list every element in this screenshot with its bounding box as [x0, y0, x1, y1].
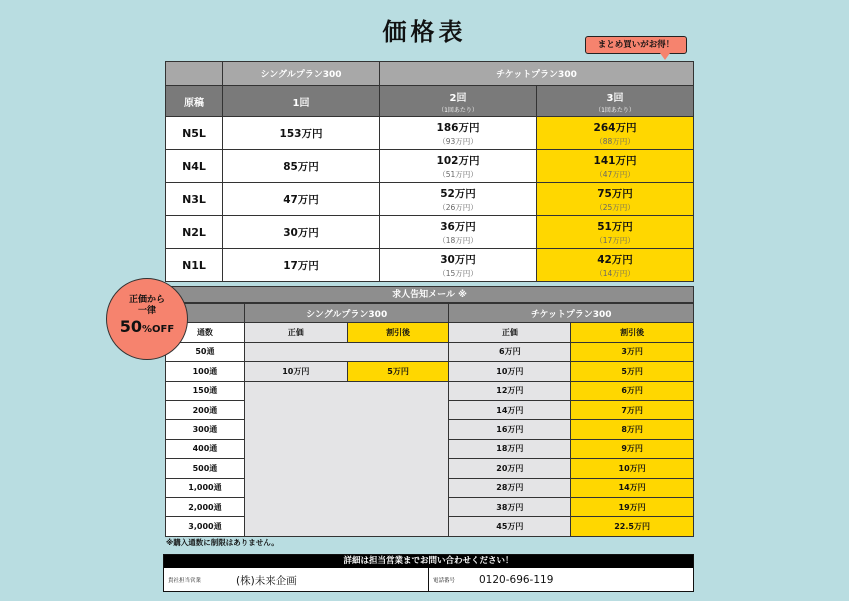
- count-cell: 500通: [166, 459, 245, 478]
- count-cell: 200通: [166, 400, 245, 419]
- ticket3-cell: 51万円 （17万円）: [537, 216, 694, 249]
- model-cell: N5L: [166, 117, 223, 150]
- col-count: 通数: [166, 323, 245, 342]
- table-row: [166, 216, 694, 249]
- ticket-regular-cell: 6万円: [449, 342, 571, 361]
- header-3-times: 3回 （1回あたり）: [537, 86, 694, 117]
- ticket-regular-cell: 16万円: [449, 420, 571, 439]
- single-regular-cell: 10万円: [244, 362, 347, 381]
- ticket-regular-cell: 20万円: [449, 459, 571, 478]
- single-price-cell: 30万円: [223, 216, 380, 249]
- header-manuscript: 原稿: [166, 86, 223, 117]
- page-title: 価格表: [382, 18, 467, 46]
- badge-line1: 正価から: [128, 295, 165, 305]
- col-single-regular: 正価: [244, 323, 347, 342]
- price-table-sub-header: [166, 86, 694, 117]
- price-table-group-header: [166, 62, 694, 86]
- model-cell: N4L: [166, 150, 223, 183]
- table-row: [166, 183, 694, 216]
- col-single-discount: 割引後: [347, 323, 449, 342]
- ticket2-cell: 36万円 （18万円）: [380, 216, 537, 249]
- count-cell: 3,000通: [166, 517, 245, 536]
- single-empty-block: [244, 381, 449, 536]
- agent-label: 貴社担当営業: [168, 578, 202, 584]
- ticket2-cell: 52万円 （26万円）: [380, 183, 537, 216]
- table-row: [166, 249, 694, 282]
- col-ticket-regular: 正価: [449, 323, 571, 342]
- single-plan-header: シングルプラン300: [223, 62, 380, 86]
- ticket-regular-cell: 28万円: [449, 478, 571, 497]
- ticket-regular-cell: 14万円: [449, 400, 571, 419]
- ticket2-cell: 102万円 （51万円）: [380, 150, 537, 183]
- table-row: [166, 342, 694, 361]
- model-cell: N2L: [166, 216, 223, 249]
- phone-label: 電話番号: [433, 578, 456, 584]
- mail-column-header: [166, 323, 694, 342]
- ticket3-cell: 75万円 （25万円）: [537, 183, 694, 216]
- ticket2-cell: 30万円 （15万円）: [380, 249, 537, 282]
- count-cell: 150通: [166, 381, 245, 400]
- ticket-discount-cell: 14万円: [571, 478, 694, 497]
- count-cell: 1,000通: [166, 478, 245, 497]
- single-price-cell: 153万円: [223, 117, 380, 150]
- table-row: [166, 117, 694, 150]
- mail-plan-header: [166, 304, 694, 323]
- single-discount-cell: 5万円: [347, 362, 449, 381]
- single-empty-cell: [244, 342, 449, 361]
- ticket-regular-cell: 18万円: [449, 439, 571, 458]
- phone-cell: [428, 568, 693, 592]
- ticket-discount-cell: 8万円: [571, 420, 694, 439]
- badge-line2: 一律: [137, 306, 156, 316]
- col-ticket-discount: 割引後: [571, 323, 694, 342]
- blank-header-cell: [166, 62, 223, 86]
- header-1-time: 1回: [223, 86, 380, 117]
- phone-value: 0120-696-119: [479, 574, 554, 586]
- count-cell: 400通: [166, 439, 245, 458]
- single-price-cell: 17万円: [223, 249, 380, 282]
- ticket-discount-cell: 9万円: [571, 439, 694, 458]
- model-cell: N1L: [166, 249, 223, 282]
- ticket-discount-cell: 19万円: [571, 497, 694, 516]
- ticket-plan-header: チケットプラン300: [380, 62, 694, 86]
- ticket3-cell: 264万円 （88万円）: [537, 117, 694, 150]
- ticket-discount-cell: 10万円: [571, 459, 694, 478]
- count-cell: 100通: [166, 362, 245, 381]
- table-row: [166, 362, 694, 381]
- ticket3-cell: 141万円 （47万円）: [537, 150, 694, 183]
- table-row: [166, 150, 694, 183]
- agent-value: (株)未来企画: [236, 574, 297, 587]
- ticket-discount-cell: 5万円: [571, 362, 694, 381]
- table-row: [166, 381, 694, 400]
- mail-single-plan-header: シングルプラン300: [244, 304, 449, 323]
- ticket3-cell: 42万円 （14万円）: [537, 249, 694, 282]
- ticket-regular-cell: 45万円: [449, 517, 571, 536]
- single-price-cell: 85万円: [223, 150, 380, 183]
- ticket-discount-cell: 3万円: [571, 342, 694, 361]
- header-2-times: 2回 （1回あたり）: [380, 86, 537, 117]
- model-cell: N3L: [166, 183, 223, 216]
- mail-section-header: 求人告知メール ※: [165, 286, 694, 303]
- ticket-regular-cell: 12万円: [449, 381, 571, 400]
- contact-banner: 詳細は担当営業までお問い合わせください！: [164, 555, 693, 568]
- badge-percent: 50%OFF: [119, 317, 175, 336]
- ticket2-cell: 186万円 （93万円）: [380, 117, 537, 150]
- footnote: ※購入通数に制限はありません。: [166, 538, 279, 547]
- mail-price-table: [165, 303, 694, 537]
- ticket-regular-cell: 38万円: [449, 497, 571, 516]
- ticket-discount-cell: 22.5万円: [571, 517, 694, 536]
- discount-badge: [106, 278, 188, 360]
- ticket-discount-cell: 6万円: [571, 381, 694, 400]
- agent-cell: [164, 568, 428, 592]
- ticket-discount-cell: 7万円: [571, 400, 694, 419]
- ticket-regular-cell: 10万円: [449, 362, 571, 381]
- price-table: [165, 61, 694, 282]
- count-cell: 300通: [166, 420, 245, 439]
- count-cell: 2,000通: [166, 497, 245, 516]
- bulk-deal-bubble: まとめ買いがお得！: [585, 36, 687, 54]
- single-price-cell: 47万円: [223, 183, 380, 216]
- count-cell: 50通: [166, 342, 245, 361]
- contact-footer: [163, 554, 694, 592]
- mail-ticket-plan-header: チケットプラン300: [449, 304, 694, 323]
